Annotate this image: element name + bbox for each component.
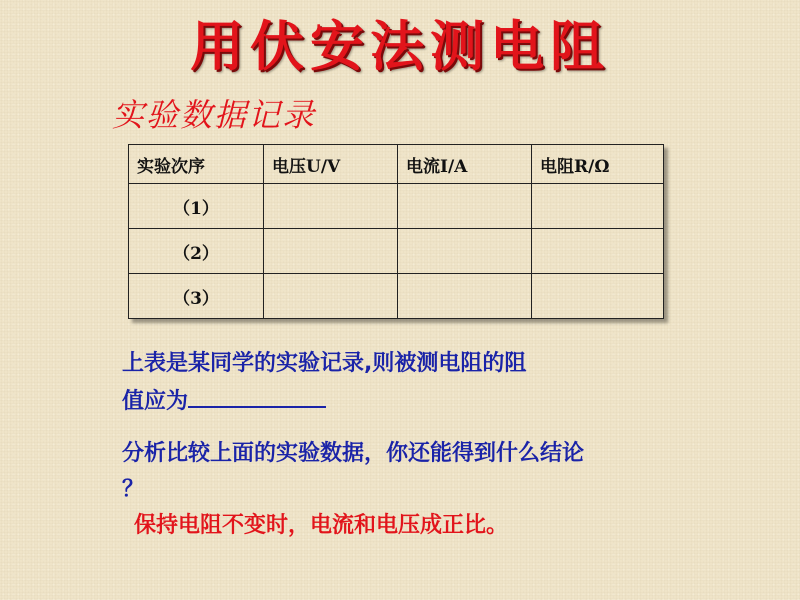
conclusion-answer: 保持电阻不变时，电流和电压成正比。 bbox=[134, 513, 509, 538]
table-cell-voltage bbox=[264, 229, 398, 274]
question-conclusion bbox=[122, 436, 792, 508]
question-resistance-line1: 上表是某同学的实验记录,则被测电阻的阻 bbox=[122, 351, 527, 376]
question-resistance-prefix: 值应为 bbox=[122, 389, 189, 414]
question-resistance bbox=[122, 346, 722, 420]
table-cell-resistance bbox=[532, 274, 664, 319]
table-cell-order: （1） bbox=[129, 184, 264, 229]
table-row bbox=[129, 274, 664, 319]
question-resistance-line2 bbox=[122, 382, 722, 420]
table-cell-voltage bbox=[264, 274, 398, 319]
table-header-row bbox=[129, 145, 664, 184]
table-row bbox=[129, 184, 664, 229]
table-cell-voltage bbox=[264, 184, 398, 229]
page-title: 用伏安法测电阻 bbox=[190, 14, 610, 78]
data-table bbox=[128, 144, 664, 319]
question-conclusion-line1: 分析比较上面的实验数据，你还能得到什么结论 bbox=[122, 441, 585, 466]
header-resistance: 电阻R/Ω bbox=[532, 145, 664, 184]
table-cell-order: （2） bbox=[129, 229, 264, 274]
header-trial-order: 实验次序 bbox=[129, 145, 264, 184]
table-row bbox=[129, 229, 664, 274]
table-cell-resistance bbox=[532, 229, 664, 274]
table-cell-current bbox=[398, 229, 532, 274]
header-current: 电流I/A bbox=[398, 145, 532, 184]
answer-blank bbox=[188, 382, 326, 408]
table-cell-resistance bbox=[532, 184, 664, 229]
table-cell-current bbox=[398, 184, 532, 229]
section-subtitle: 实验数据记录 bbox=[112, 96, 317, 134]
question-conclusion-line2: ？ bbox=[122, 477, 145, 502]
table-cell-current bbox=[398, 274, 532, 319]
header-voltage: 电压U/V bbox=[264, 145, 398, 184]
table-cell-order: （3） bbox=[129, 274, 264, 319]
